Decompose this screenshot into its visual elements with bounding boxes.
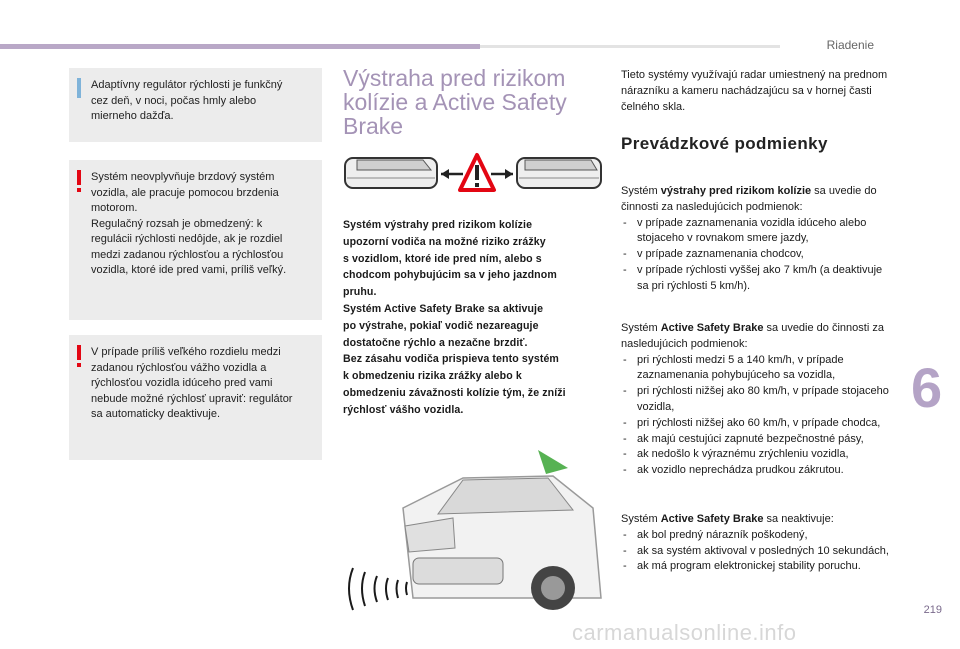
warning-icon	[77, 170, 81, 192]
active-safety-brake-conditions: Systém Active Safety Brake sa uvedie do činnosti za nasledujúcich podmienok: - pri rýchlosti medzi 5 a 140 km/h, v prípade zaznamenania pohybujúceho sa vozidla, - pri rýchlosti nižšej ako 80 km/h, v prípade stojaceho vozidla, - pri rýchlosti nižšej ako 60 km/h, v prípade chodca, - ak majú cestujúci zapnuté bezpečnostné pásy, - ak nedošlo k výraznému zrýchleniu vozidla, - ak vozidlo neprechádza prudkou zákrutou.	[621, 321, 891, 479]
collision-warning-illustration	[343, 150, 605, 200]
chapter-number: 6	[911, 356, 943, 419]
list-item: - ak sa systém aktivoval v posledných 10 sekundách,	[621, 544, 891, 560]
list-item: - ak vozidlo neprechádza prudkou zákrutou.	[621, 463, 891, 479]
vehicle-radar-illustration	[343, 448, 605, 624]
list-item: - v prípade rýchlosti vyššej ako 7 km/h (a deaktivuje sa pri rýchlosti 5 km/h).	[621, 263, 891, 295]
warning-note-2	[69, 335, 322, 460]
intro-text: Tieto systémy využívajú radar umiestnený na prednom nárazníku a kameru nachádzajúcu sa v hornej časti čelného skla.	[621, 69, 888, 113]
list-item: - pri rýchlosti medzi 5 a 140 km/h, v prípade zaznamenania pohybujúceho sa vozidla,	[621, 353, 891, 385]
list-item: - ak majú cestujúci zapnuté bezpečnostné pásy,	[621, 432, 891, 448]
system-description: Systém výstrahy pred rizikom kolízie upozorní vodiča na možné riziko zrážky s vozidlom, ktoré ide pred ním, alebo s chodcom pohybujúcim sa v jeho jazdnom pruhu. Systém Active Safety Brake sa aktivuje po výstrahe, pokiaľ vodič nezareaguje dostatočne rýchlo a nezačne brzdiť. Bez zásahu vodiča prispieva tento systém k obmedzeniu rizika zrážky alebo k obmedzeniu závažnosti kolízie tým, že zníži rýchlosť vášho vozidla.	[343, 219, 566, 416]
warning-note-1	[69, 160, 322, 320]
warning-note-text: Systém neovplyvňuje brzdový systém vozidla, ale pracuje pomocou brzdenia motorom. Regulačný rozsah je obmedzený: k regulácii rýchlosti nedôjde, ak je rozdiel medzi zadanou rýchlosťou a rýchlosťou vozidla, ktoré ide pred vami, príliš veľký.	[91, 171, 287, 276]
rear-van-icon	[345, 158, 437, 188]
warning-triangle-icon	[441, 155, 513, 190]
collision-warning-conditions: Systém výstrahy pred rizikom kolízie sa uvedie do činnosti za nasledujúcich podmienok: - v prípade zaznamenania vozidla idúceho alebo stojaceho v rovnakom smere jazdy, - v prípade zaznamenania chodcov, - v prípade rýchlosti vyššej ako 7 km/h (a deaktivuje sa pri rýchlosti 5 km/h).	[621, 184, 891, 295]
section-name: Riadenie	[826, 38, 874, 52]
info-note-text: Adaptívny regulátor rýchlosti je funkčný cez deň, v noci, počas hmly alebo mierneho dažďa.	[91, 79, 283, 122]
front-van-icon	[517, 158, 601, 188]
header-divider	[480, 45, 780, 48]
info-note	[69, 68, 322, 142]
section-subtitle: Prevádzkové podmienky	[621, 134, 828, 153]
list-item: - v prípade zaznamenania chodcov,	[621, 247, 891, 263]
page-title: Výstraha pred rizikom kolízie a Active Safety Brake	[343, 65, 567, 139]
list-item: - ak bol predný nárazník poškodený,	[621, 528, 891, 544]
list-item: - pri rýchlosti nižšej ako 80 km/h, v prípade stojaceho vozidla,	[621, 384, 891, 416]
watermark: carmanualsonline.info	[572, 620, 797, 645]
header-accent-bar	[0, 44, 480, 49]
page-number: 219	[923, 604, 942, 616]
list-item: - pri rýchlosti nižšej ako 60 km/h, v prípade chodca,	[621, 416, 891, 432]
list-item: - ak má program elektronickej stability poruchu.	[621, 559, 891, 575]
active-safety-brake-inactive-conditions: Systém Active Safety Brake sa neaktivuje: - ak bol predný nárazník poškodený, - ak sa systém aktivoval v posledných 10 sekundách, - ak má program elektronickej stability poruchu.	[621, 512, 891, 575]
warning-icon	[77, 345, 81, 367]
list-item: - ak nedošlo k výraznému zrýchleniu vozidla,	[621, 447, 891, 463]
warning-note-text: V prípade príliš veľkého rozdielu medzi zadanou rýchlosťou vážho vozidla a rýchlosťou vozidla idúceho pred vami nebude možné rýchlosť upraviť: regulátor sa automaticky deaktivuje.	[91, 346, 293, 420]
info-icon	[77, 78, 81, 98]
list-item: - v prípade zaznamenania vozidla idúceho alebo stojaceho v rovnakom smere jazdy,	[621, 216, 891, 248]
